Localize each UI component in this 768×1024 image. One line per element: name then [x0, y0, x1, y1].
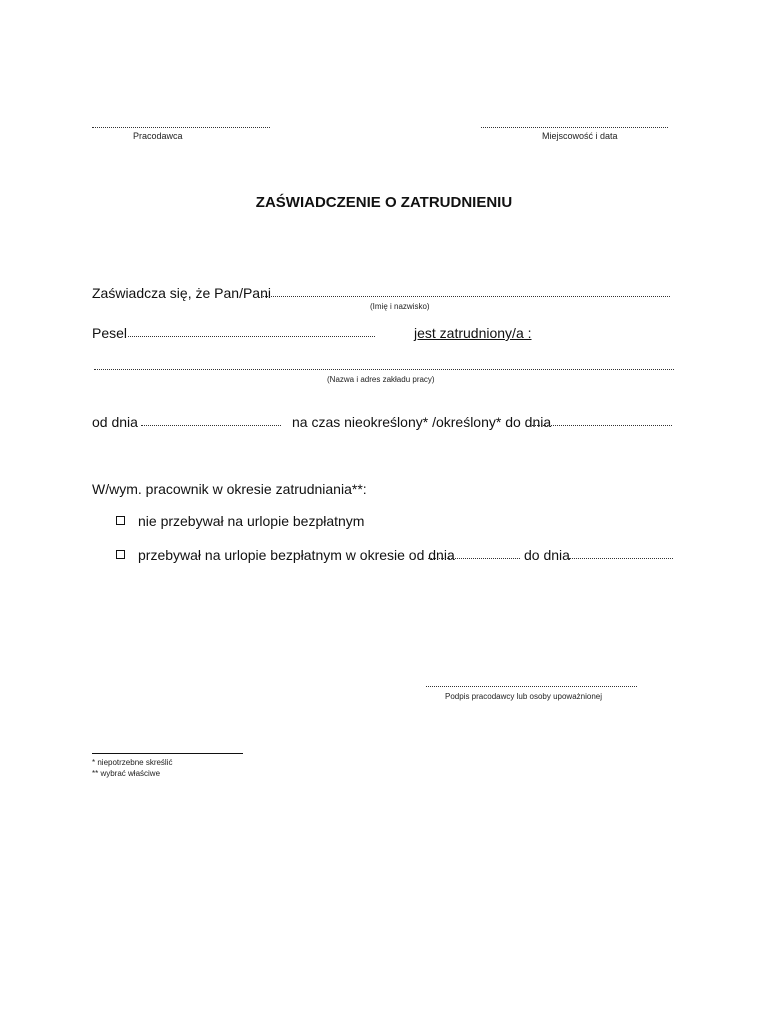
- checkbox-no-unpaid-leave[interactable]: [116, 516, 125, 525]
- employer-label: Pracodawca: [133, 131, 183, 141]
- workplace-dotted-line: [94, 369, 674, 370]
- place-date-label: Miejscowość i data: [542, 131, 618, 141]
- footnote-1: * niepotrzebne skreślić: [92, 758, 173, 767]
- pesel-label: Pesel: [92, 325, 128, 341]
- workplace-hint: (Nazwa i adres zakładu pracy): [327, 375, 435, 384]
- name-dotted-line: [261, 296, 670, 297]
- leave-intro: W/wym. pracownik w okresie zatrudniania**:: [92, 481, 367, 497]
- leave-until-label: do dnia: [524, 547, 570, 563]
- certifies-label: Zaświadcza się, że Pan/Pani: [92, 285, 271, 301]
- option-no-unpaid-leave-label: nie przebywał na urlopie bezpłatnym: [138, 513, 365, 529]
- option-unpaid-leave-label: przebywał na urlopie bezpłatnym w okresie od dnia: [138, 547, 455, 563]
- pesel-dotted-line: [128, 336, 375, 337]
- period-label: na czas nieokreślony* /określony* do dnia: [292, 414, 552, 430]
- from-date-dotted-line: [141, 425, 281, 426]
- footnote-2: ** wybrać właściwe: [92, 769, 161, 778]
- signature-label: Podpis pracodawcy lub osoby upoważnionej: [445, 692, 602, 701]
- end-date-dotted-line: [532, 425, 672, 426]
- employed-label: jest zatrudniony/a :: [414, 325, 532, 341]
- leave-from-dotted-line: [428, 558, 520, 559]
- from-date-label: od dnia: [92, 414, 138, 430]
- signature-dotted-line: [426, 686, 637, 687]
- document-title: ZAŚWIADCZENIE O ZATRUDNIENIU: [255, 194, 513, 211]
- checkbox-unpaid-leave[interactable]: [116, 550, 125, 559]
- footnote-rule: [92, 753, 243, 754]
- name-hint: (Imię i nazwisko): [370, 302, 430, 311]
- leave-until-dotted-line: [569, 558, 673, 559]
- place-date-dotted-line: [481, 127, 668, 128]
- employer-dotted-line: [92, 127, 270, 128]
